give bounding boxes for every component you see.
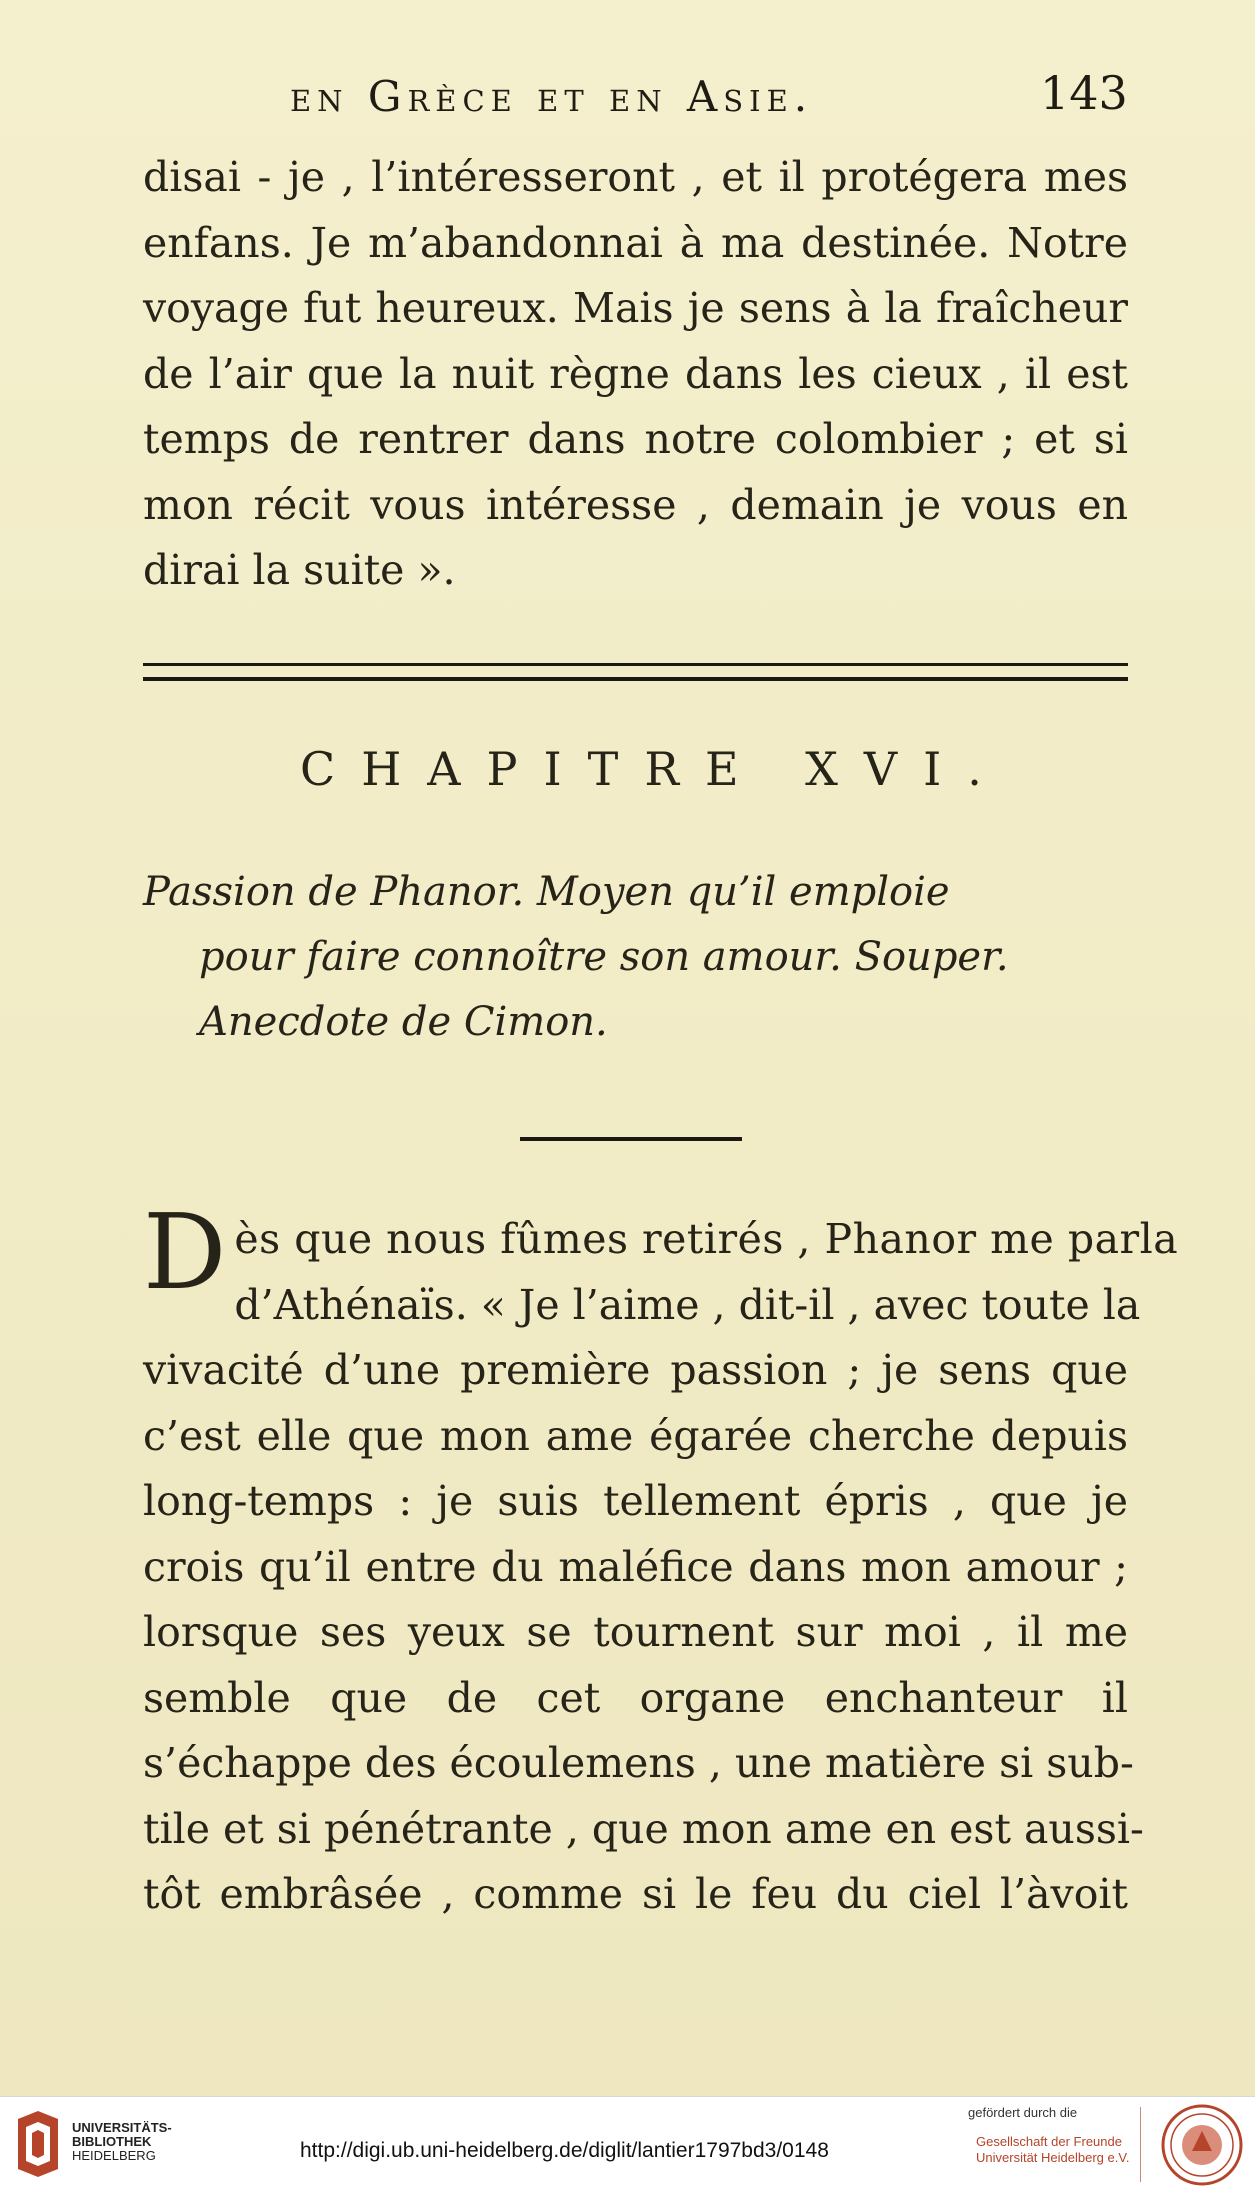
society-name-line: Gesellschaft der Freunde [976,2134,1122,2149]
text-line: vivacité d’une première passion ; je sens que [143,1346,1128,1394]
section-rule-bottom [143,677,1128,681]
library-logo-icon [12,2107,64,2182]
source-url-link[interactable]: http://digi.ub.uni-heidelberg.de/diglit/lantier1797bd3/0148 [300,2139,829,2162]
text-line: crois qu’il entre du maléfice dans mon amour ; [143,1542,1128,1591]
text-line: long-temps : je suis tellement épris , que je [143,1477,1128,1525]
text-line: temps de rentrer dans notre colombier ; et si [143,415,1128,463]
library-name [72,2121,172,2163]
text-line: d’Athénaïs. « Je l’aime , dit-il , avec toute la [234,1280,1141,1329]
chapter-summary [143,860,1133,1055]
text-line: semble que de cet organe enchanteur il [143,1673,1128,1722]
society-name-line: Universität Heidelberg e.V. [976,2150,1130,2165]
running-head: en Grèce et en Asie. [290,72,814,121]
text-line: tôt embrâsée , comme si le feu du ciel l’àvoit [143,1870,1128,1918]
text-line: ès que nous fûmes retirés , Phanor me parla [234,1215,1179,1263]
text-line: s’échappe des écoulemens , une matière si sub- [143,1739,1134,1787]
library-name-line: UNIVERSITÄTS- [72,2120,172,2135]
library-name-line: BIBLIOTHEK [72,2134,152,2149]
library-name-line: HEIDELBERG [72,2148,156,2163]
text-line: tile et si pénétrante , que mon ame en est aussi- [143,1804,1144,1853]
text-line: voyage fut heureux. Mais je sens à la fraîcheur [143,284,1128,332]
paragraph-2 [143,1191,1179,1928]
paragraph-1 [143,145,1128,604]
text-line: disai - je , l’intéresseront , et il protégera mes [143,153,1128,201]
text-line: mon récit vous intéresse , demain je vous en [143,480,1128,529]
text-line: enfans. Je m’abandonnai à ma destinée. Notre [143,218,1128,267]
summary-line: Passion de Phanor. Moyen qu’il emploie [143,869,950,915]
ornament-rule [520,1137,742,1141]
text-line: c’est elle que mon ame égarée cherche depuis [143,1411,1128,1460]
drop-cap: D [143,1191,227,1313]
funded-by-label: gefördert durch die [968,2105,1078,2120]
summary-line: pour faire connoître son amour. Souper. [199,934,1009,980]
section-rule-top [143,663,1128,666]
text-line: dirai la suite ». [143,546,456,594]
summary-line: Anecdote de Cimon. [199,999,608,1045]
page-number: 143 [1040,66,1128,120]
footer-bar [0,2096,1255,2192]
chapter-title: CHAPITRE XVI. [300,742,1008,796]
text-line: lorsque ses yeux se tournent sur moi , il me [143,1608,1128,1656]
footer-divider [1140,2107,1141,2182]
society-name [976,2134,1129,2166]
text-line: de l’air que la nuit règne dans les cieux , il est [143,349,1128,398]
university-seal-icon [1160,2103,1244,2187]
